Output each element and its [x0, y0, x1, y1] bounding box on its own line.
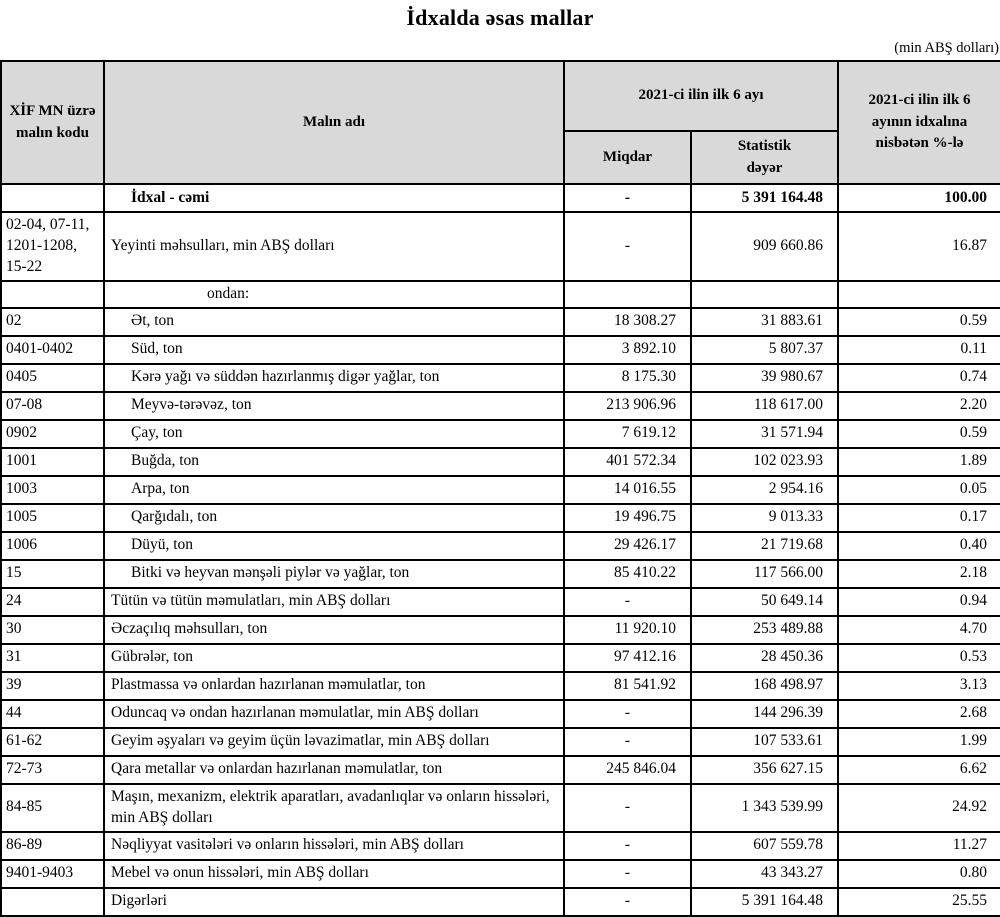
pct-cell: 0.53 — [838, 644, 1000, 672]
pct-cell: 24.92 — [838, 784, 1000, 832]
name-cell: Çay, ton — [104, 420, 564, 448]
code-cell: 30 — [1, 616, 104, 644]
name-cell: Maşın, mexanizm, elektrik aparatları, avadanlıqlar və onların hissələri, min ABŞ dolları — [104, 784, 564, 832]
table-row — [1, 832, 1000, 860]
name-cell: Digərləri — [104, 888, 564, 916]
value-cell: 5 391 164.48 — [691, 888, 838, 916]
code-cell: 07-08 — [1, 392, 104, 420]
table-body — [1, 184, 1000, 916]
qty-cell: 85 410.22 — [564, 560, 691, 588]
table-row — [1, 392, 1000, 420]
code-cell: 0405 — [1, 364, 104, 392]
qty-cell: - — [564, 860, 691, 888]
table-row — [1, 364, 1000, 392]
name-cell: Oduncaq və ondan hazırlanan məmulatlar, min ABŞ dolları — [104, 700, 564, 728]
table-row — [1, 784, 1000, 832]
pct-cell: 0.94 — [838, 588, 1000, 616]
table-row — [1, 336, 1000, 364]
value-cell: 31 883.61 — [691, 308, 838, 336]
qty-cell: 18 308.27 — [564, 308, 691, 336]
name-cell: Arpa, ton — [104, 476, 564, 504]
pct-cell: 25.55 — [838, 888, 1000, 916]
code-cell: 1006 — [1, 532, 104, 560]
qty-cell: - — [564, 832, 691, 860]
name-cell: Nəqliyyat vasitələri və onların hissələri, min ABŞ dolları — [104, 832, 564, 860]
qty-cell: - — [564, 212, 691, 281]
table-row — [1, 588, 1000, 616]
name-cell: Qara metallar və onlardan hazırlanan məmulatlar, ton — [104, 756, 564, 784]
table-row — [1, 860, 1000, 888]
value-cell: 43 343.27 — [691, 860, 838, 888]
name-cell: Tütün və tütün məmulatları, min ABŞ dolları — [104, 588, 564, 616]
code-cell — [1, 888, 104, 916]
col-header-quantity: Miqdar — [564, 131, 691, 184]
col-header-share: 2021-ci ilin ilk 6 ayının idxalına nisbətən %-lə — [838, 61, 1000, 184]
col-header-code: XİF MN üzrə malın kodu — [1, 61, 104, 184]
code-cell: 31 — [1, 644, 104, 672]
table-row — [1, 281, 1000, 308]
value-cell — [691, 281, 838, 308]
value-cell: 102 023.93 — [691, 448, 838, 476]
pct-cell: 16.87 — [838, 212, 1000, 281]
qty-cell — [564, 281, 691, 308]
name-cell: Qarğıdalı, ton — [104, 504, 564, 532]
table-row — [1, 888, 1000, 916]
value-cell: 5 807.37 — [691, 336, 838, 364]
pct-cell: 1.89 — [838, 448, 1000, 476]
unit-note: (min ABŞ dolları) — [894, 40, 999, 56]
pct-cell: 2.18 — [838, 560, 1000, 588]
code-cell — [1, 281, 104, 308]
pct-cell: 0.40 — [838, 532, 1000, 560]
value-cell: 253 489.88 — [691, 616, 838, 644]
code-cell: 24 — [1, 588, 104, 616]
code-cell: 0401-0402 — [1, 336, 104, 364]
name-cell: Əczaçılıq məhsulları, ton — [104, 616, 564, 644]
value-cell: 117 566.00 — [691, 560, 838, 588]
table-row — [1, 756, 1000, 784]
value-cell: 9 013.33 — [691, 504, 838, 532]
table-row — [1, 560, 1000, 588]
pct-cell — [838, 281, 1000, 308]
code-cell: 72-73 — [1, 756, 104, 784]
value-cell: 50 649.14 — [691, 588, 838, 616]
table-row — [1, 308, 1000, 336]
code-cell: 84-85 — [1, 784, 104, 832]
pct-cell: 0.17 — [838, 504, 1000, 532]
value-cell: 144 296.39 — [691, 700, 838, 728]
qty-cell: 97 412.16 — [564, 644, 691, 672]
name-cell: Meyvə-tərəvəz, ton — [104, 392, 564, 420]
table-row — [1, 700, 1000, 728]
pct-cell: 3.13 — [838, 672, 1000, 700]
code-cell: 15 — [1, 560, 104, 588]
page-title: İdxalda əsas mallar — [406, 5, 594, 30]
table-row — [1, 672, 1000, 700]
value-cell: 1 343 539.99 — [691, 784, 838, 832]
qty-cell: 29 426.17 — [564, 532, 691, 560]
code-cell: 86-89 — [1, 832, 104, 860]
value-cell: 31 571.94 — [691, 420, 838, 448]
table-row — [1, 644, 1000, 672]
code-cell: 1003 — [1, 476, 104, 504]
qty-cell: 14 016.55 — [564, 476, 691, 504]
table-row — [1, 212, 1000, 281]
qty-cell: 19 496.75 — [564, 504, 691, 532]
qty-cell: 401 572.34 — [564, 448, 691, 476]
code-cell: 61-62 — [1, 728, 104, 756]
name-cell: Plastmassa və onlardan hazırlanan məmulatlar, ton — [104, 672, 564, 700]
col-header-name: Malın adı — [104, 61, 564, 184]
qty-cell: 213 906.96 — [564, 392, 691, 420]
name-cell: ondan: — [104, 281, 564, 308]
qty-cell: - — [564, 588, 691, 616]
qty-cell: - — [564, 700, 691, 728]
code-cell: 02 — [1, 308, 104, 336]
code-cell: 1001 — [1, 448, 104, 476]
pct-cell: 11.27 — [838, 832, 1000, 860]
col-header-period-group: 2021-ci ilin ilk 6 ayı — [564, 61, 838, 131]
table-header — [1, 61, 1000, 184]
name-cell: Kərə yağı və süddən hazırlanmış digər yağlar, ton — [104, 364, 564, 392]
table-row — [1, 728, 1000, 756]
pct-cell: 0.80 — [838, 860, 1000, 888]
qty-cell: - — [564, 728, 691, 756]
code-cell: 9401-9403 — [1, 860, 104, 888]
name-cell: İdxal - cəmi — [104, 184, 564, 212]
pct-cell: 0.74 — [838, 364, 1000, 392]
code-cell — [1, 184, 104, 212]
value-cell: 607 559.78 — [691, 832, 838, 860]
code-cell: 39 — [1, 672, 104, 700]
imports-table — [0, 60, 1000, 917]
table-row — [1, 616, 1000, 644]
pct-cell: 0.59 — [838, 308, 1000, 336]
code-cell: 1005 — [1, 504, 104, 532]
qty-cell: 3 892.10 — [564, 336, 691, 364]
qty-cell: - — [564, 888, 691, 916]
name-cell: Buğda, ton — [104, 448, 564, 476]
value-cell: 2 954.16 — [691, 476, 838, 504]
code-cell: 02-04, 07-11, 1201-1208, 15-22 — [1, 212, 104, 281]
pct-cell: 0.05 — [838, 476, 1000, 504]
pct-cell: 0.59 — [838, 420, 1000, 448]
name-cell: Mebel və onun hissələri, min ABŞ dolları — [104, 860, 564, 888]
value-cell: 28 450.36 — [691, 644, 838, 672]
value-cell: 39 980.67 — [691, 364, 838, 392]
qty-cell: 81 541.92 — [564, 672, 691, 700]
value-cell: 5 391 164.48 — [691, 184, 838, 212]
pct-cell: 0.11 — [838, 336, 1000, 364]
qty-cell: 8 175.30 — [564, 364, 691, 392]
table-row — [1, 532, 1000, 560]
qty-cell: 245 846.04 — [564, 756, 691, 784]
value-cell: 118 617.00 — [691, 392, 838, 420]
name-cell: Düyü, ton — [104, 532, 564, 560]
table-row — [1, 504, 1000, 532]
name-cell: Ət, ton — [104, 308, 564, 336]
table-row — [1, 420, 1000, 448]
pct-cell: 1.99 — [838, 728, 1000, 756]
pct-cell: 6.62 — [838, 756, 1000, 784]
pct-cell: 4.70 — [838, 616, 1000, 644]
value-cell: 21 719.68 — [691, 532, 838, 560]
value-cell: 909 660.86 — [691, 212, 838, 281]
qty-cell: 11 920.10 — [564, 616, 691, 644]
qty-cell: - — [564, 784, 691, 832]
table-row — [1, 476, 1000, 504]
pct-cell: 100.00 — [838, 184, 1000, 212]
code-cell: 0902 — [1, 420, 104, 448]
value-cell: 356 627.15 — [691, 756, 838, 784]
pct-cell: 2.20 — [838, 392, 1000, 420]
qty-cell: - — [564, 184, 691, 212]
value-cell: 107 533.61 — [691, 728, 838, 756]
name-cell: Yeyinti məhsulları, min ABŞ dolları — [104, 212, 564, 281]
name-cell: Süd, ton — [104, 336, 564, 364]
name-cell: Gübrələr, ton — [104, 644, 564, 672]
header-row-top — [1, 61, 1000, 131]
value-cell: 168 498.97 — [691, 672, 838, 700]
table-row — [1, 184, 1000, 212]
name-cell: Geyim əşyaları və geyim üçün ləvazimatlar, min ABŞ dolları — [104, 728, 564, 756]
table-row — [1, 448, 1000, 476]
pct-cell: 2.68 — [838, 700, 1000, 728]
name-cell: Bitki və heyvan mənşəli piylər və yağlar, ton — [104, 560, 564, 588]
col-header-stat-value: Statistik dəyər — [691, 131, 838, 184]
code-cell: 44 — [1, 700, 104, 728]
qty-cell: 7 619.12 — [564, 420, 691, 448]
